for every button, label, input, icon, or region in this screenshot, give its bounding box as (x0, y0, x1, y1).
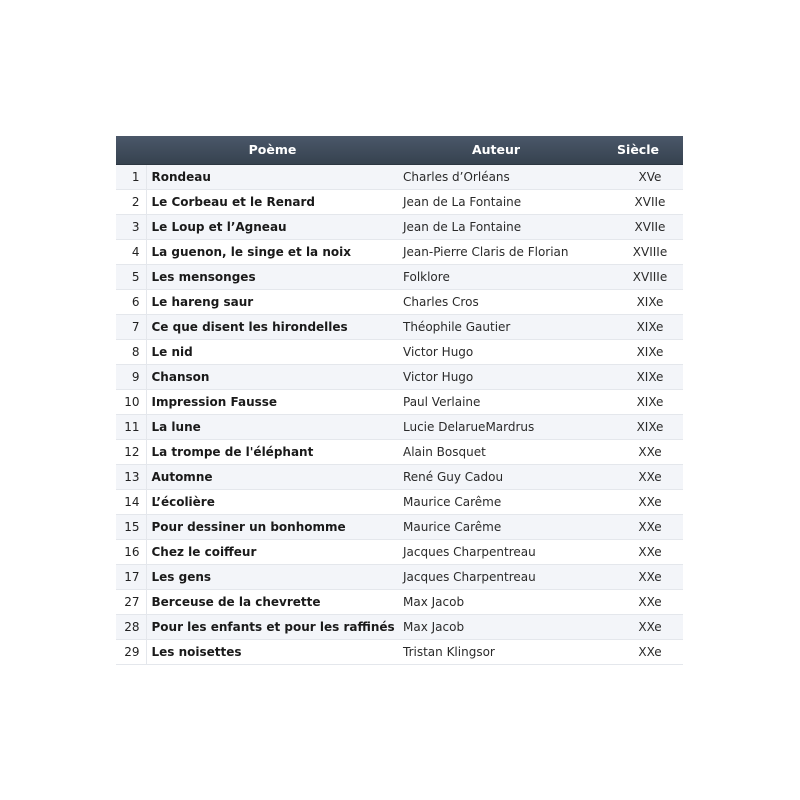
poem-title: Les noisettes (151, 644, 242, 659)
author-name: Jean de La Fontaine (403, 219, 522, 234)
century: XXe (638, 519, 662, 534)
poem-title: Le Loup et l’Agneau (151, 219, 287, 234)
century: XVIIe (634, 194, 666, 209)
table-row[interactable] (116, 589, 683, 614)
poem-title: Automne (151, 469, 213, 484)
table-row[interactable] (116, 639, 683, 664)
century: XIXe (636, 319, 664, 334)
header-num[interactable] (116, 136, 146, 164)
century: XIXe (636, 344, 664, 359)
poem-title: La lune (151, 419, 201, 434)
row-number: 28 (116, 614, 146, 639)
author-name: Charles d’Orléans (403, 169, 510, 184)
table-row[interactable] (116, 339, 683, 364)
table-row[interactable] (116, 489, 683, 514)
author-name: Max Jacob (403, 619, 465, 634)
poem-title: Chanson (151, 369, 210, 384)
row-number: 16 (116, 539, 146, 564)
author-name: Maurice Carême (403, 519, 502, 534)
author-name: Lucie DelarueMardrus (403, 419, 535, 434)
poem-title: Chez le coiffeur (151, 544, 257, 559)
row-number: 5 (116, 264, 146, 289)
author-name: Victor Hugo (403, 369, 474, 384)
row-number: 13 (116, 464, 146, 489)
row-number: 12 (116, 439, 146, 464)
table-row[interactable] (116, 314, 683, 339)
author-name: René Guy Cadou (403, 469, 504, 484)
poems-table (116, 136, 683, 665)
header-author[interactable]: Auteur (399, 136, 593, 164)
century: XVe (638, 169, 662, 184)
table-row[interactable] (116, 439, 683, 464)
poem-title: Berceuse de la chevrette (151, 594, 321, 609)
poem-title: Pour les enfants et pour les raffinés (151, 619, 395, 634)
century: XIXe (636, 419, 664, 434)
author-name: Max Jacob (403, 594, 465, 609)
row-number: 11 (116, 414, 146, 439)
century: XIXe (636, 294, 664, 309)
century: XXe (638, 494, 662, 509)
row-number: 1 (116, 164, 146, 189)
poem-title: Le Corbeau et le Renard (151, 194, 315, 209)
poem-title: Impression Fausse (151, 394, 278, 409)
row-number: 15 (116, 514, 146, 539)
author-name: Paul Verlaine (403, 394, 481, 409)
header-row (116, 136, 683, 164)
century: XIXe (636, 369, 664, 384)
table-row[interactable] (116, 164, 683, 189)
poem-title: Les mensonges (151, 269, 256, 284)
table-row[interactable] (116, 189, 683, 214)
table-row[interactable] (116, 464, 683, 489)
row-number: 14 (116, 489, 146, 514)
century: XXe (638, 544, 662, 559)
author-name: Théophile Gautier (403, 319, 511, 334)
century: XXe (638, 619, 662, 634)
row-number: 2 (116, 189, 146, 214)
table-body (116, 164, 683, 664)
author-name: Jean-Pierre Claris de Florian (403, 244, 569, 259)
author-name: Alain Bosquet (403, 444, 486, 459)
author-name: Jacques Charpentreau (403, 544, 536, 559)
century: XIXe (636, 394, 664, 409)
century: XXe (638, 594, 662, 609)
century: XVIIIe (632, 244, 668, 259)
author-name: Folklore (403, 269, 450, 284)
table-row[interactable] (116, 389, 683, 414)
poem-title: La guenon, le singe et la noix (151, 244, 351, 259)
row-number: 10 (116, 389, 146, 414)
poem-title: Le hareng saur (151, 294, 254, 309)
table-row[interactable] (116, 214, 683, 239)
author-name: Charles Cros (403, 294, 479, 309)
row-number: 3 (116, 214, 146, 239)
century: XXe (638, 569, 662, 584)
century: XVIIIe (632, 269, 668, 284)
century: XXe (638, 469, 662, 484)
table-row[interactable] (116, 564, 683, 589)
table-row[interactable] (116, 264, 683, 289)
row-number: 9 (116, 364, 146, 389)
poem-title: Ce que disent les hirondelles (151, 319, 348, 334)
table-row[interactable] (116, 514, 683, 539)
author-name: Maurice Carême (403, 494, 502, 509)
row-number: 6 (116, 289, 146, 314)
row-number: 27 (116, 589, 146, 614)
header-century[interactable]: Siècle (593, 136, 683, 164)
row-number: 29 (116, 639, 146, 664)
table-row[interactable] (116, 289, 683, 314)
author-name: Jacques Charpentreau (403, 569, 536, 584)
header-poem[interactable]: Poème (146, 136, 399, 164)
poem-title: Le nid (151, 344, 193, 359)
poem-title: La trompe de l'éléphant (151, 444, 314, 459)
author-name: Jean de La Fontaine (403, 194, 522, 209)
century: XXe (638, 644, 662, 659)
row-number: 17 (116, 564, 146, 589)
table-row[interactable] (116, 364, 683, 389)
century: XVIIe (634, 219, 666, 234)
poem-title: Pour dessiner un bonhomme (151, 519, 346, 534)
century: XXe (638, 444, 662, 459)
row-number: 4 (116, 239, 146, 264)
author-name: Victor Hugo (403, 344, 474, 359)
table-row[interactable] (116, 539, 683, 564)
table-header (116, 136, 683, 164)
row-number: 7 (116, 314, 146, 339)
poem-title: Rondeau (151, 169, 211, 184)
row-number: 8 (116, 339, 146, 364)
table-row[interactable] (116, 239, 683, 264)
table-row[interactable] (116, 414, 683, 439)
poem-title: Les gens (151, 569, 212, 584)
poem-title: L’écolière (151, 494, 215, 509)
table-row[interactable] (116, 614, 683, 639)
author-name: Tristan Klingsor (403, 644, 495, 659)
